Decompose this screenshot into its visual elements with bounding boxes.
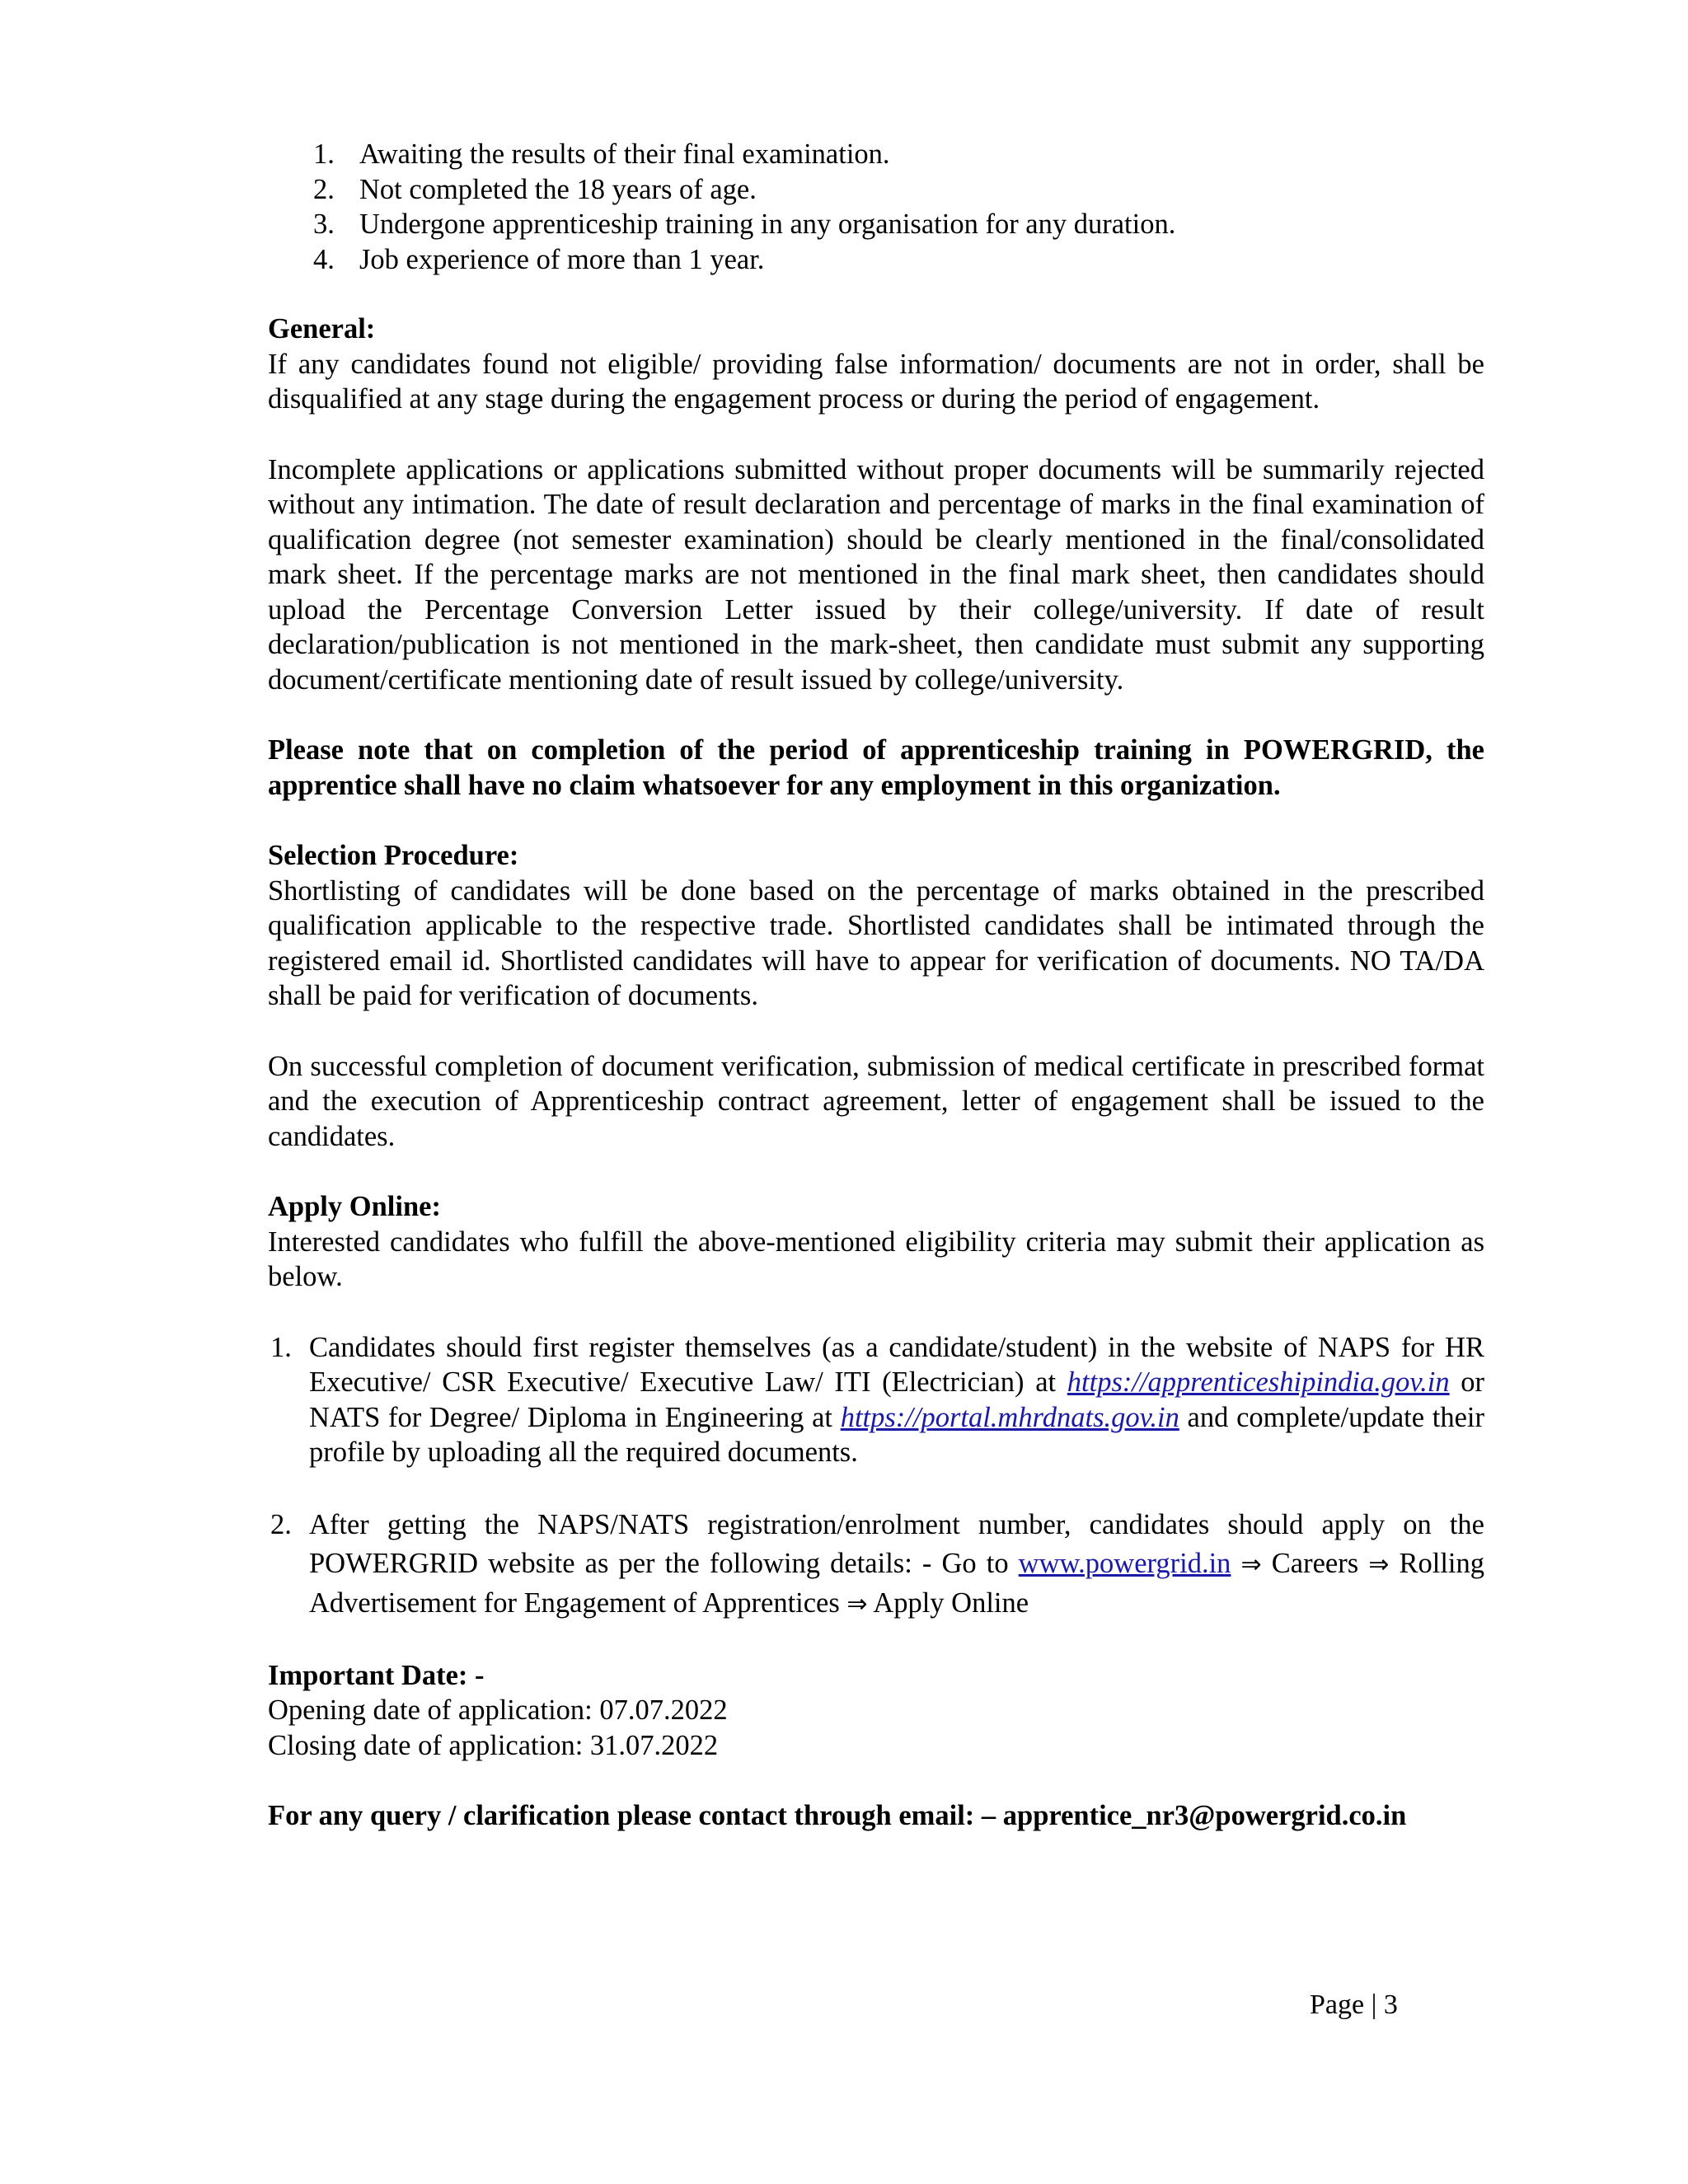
document-page	[268, 137, 1484, 1834]
apply-steps	[268, 1330, 1484, 1470]
contact-line: For any query / clarification please contact through email: – apprentice_nr3@powergrid.co.in	[268, 1800, 1407, 1831]
breadcrumb-apply-online: Apply Online	[867, 1586, 1029, 1619]
general-heading: General:	[268, 313, 376, 344]
list-text: Not completed the 18 years of age.	[359, 173, 757, 205]
list-number: 2.	[313, 173, 335, 205]
closing-date: Closing date of application: 31.07.2022	[268, 1729, 719, 1761]
right-arrow-icon: ⇒	[846, 1589, 868, 1619]
list-number: 3.	[313, 209, 335, 240]
naps-link[interactable]: https://apprenticeshipindia.gov.in	[1067, 1366, 1450, 1398]
step-text: Candidates should first register themselves (as a candidate/student) in the website of NAPS for HR Executive/ CSR Executive/ Executive Law/ ITI (Electrician) at	[309, 1331, 1484, 1398]
list-text: Job experience of more than 1 year.	[359, 243, 765, 275]
step-number: 1.	[270, 1331, 292, 1363]
nats-link[interactable]: https://portal.mhrdnats.gov.in	[840, 1401, 1179, 1433]
apply-step-2	[268, 1506, 1484, 1624]
step-text: and complete/update their profile by uploading all the required documents.	[309, 1401, 1484, 1468]
dates-heading: Important Date: -	[268, 1659, 485, 1691]
powergrid-link[interactable]: www.powergrid.in	[1018, 1547, 1231, 1579]
selection-paragraph-2: On successful completion of document verification, submission of medical certificate in prescribed format and the execution of Apprenticeship contract agreement, letter of engagement shall be issued to the candidates.	[268, 1050, 1484, 1152]
step-number: 2.	[270, 1508, 292, 1540]
list-text: Undergone apprenticeship training in any organisation for any duration.	[359, 209, 1176, 240]
right-arrow-icon: ⇒	[1368, 1549, 1390, 1579]
list-item	[268, 207, 1484, 242]
page-number: Page | 3	[1310, 1990, 1398, 2020]
selection-paragraph-1: Shortlisting of candidates will be done based on the percentage of marks obtained in the prescribed qualification applicable to the respective trade. Shortlisted candidates shall be intimated through the registered email id. Shortlisted candidates will have to appear for verification of documents. NO TA/DA shall be paid for verification of documents.	[268, 874, 1484, 1011]
employment-note: Please note that on completion of the period of apprenticeship training in POWERGRID, the apprentice shall have no claim whatsoever for any employment in this organization.	[268, 734, 1484, 801]
general-paragraph-1: If any candidates found not eligible/ providing false information/ documents are not in order, shall be disqualified at any stage during the engagement process or during the period of engagement.	[268, 348, 1484, 415]
step-text: After getting the NAPS/NATS registration/enrolment number, candidates should apply on the POWERGRID website as per the following details: - Go to	[309, 1508, 1484, 1579]
opening-date: Opening date of application: 07.07.2022	[268, 1694, 728, 1726]
breadcrumb-rolling-ad: Rolling Advertisement for Engagement of Apprentices	[309, 1547, 1485, 1619]
step-text: or NATS for Degree/ Diploma in Engineering at	[309, 1366, 1484, 1433]
exclusion-list	[268, 137, 1484, 277]
right-arrow-icon: ⇒	[1240, 1549, 1262, 1579]
breadcrumb-careers: Careers	[1261, 1547, 1369, 1579]
apply-intro: Interested candidates who fulfill the above-mentioned eligibility criteria may submit their application as below.	[268, 1226, 1484, 1292]
list-number: 4.	[313, 243, 335, 275]
general-paragraph-2: Incomplete applications or applications submitted without proper documents will be summarily rejected without any intimation. The date of result declaration and percentage of marks in the final examination of qualification degree (not semester examination) should be clearly mentioned in the final/consolidated mark sheet. If the percentage marks are not mentioned in the final mark sheet, then candidates should upload the Percentage Conversion Letter issued by their college/university. If date of result declaration/publication is not mentioned in the mark-sheet, then candidate must submit any supporting document/certificate mentioning date of result issued by college/university.	[268, 453, 1484, 696]
list-item	[268, 137, 1484, 172]
apply-steps	[268, 1506, 1484, 1624]
list-item	[268, 172, 1484, 208]
list-text: Awaiting the results of their final examination.	[359, 138, 890, 170]
selection-heading: Selection Procedure:	[268, 840, 519, 871]
list-number: 1.	[313, 138, 335, 170]
list-item	[268, 242, 1484, 278]
apply-heading: Apply Online:	[268, 1191, 441, 1222]
apply-step-1	[268, 1330, 1484, 1470]
